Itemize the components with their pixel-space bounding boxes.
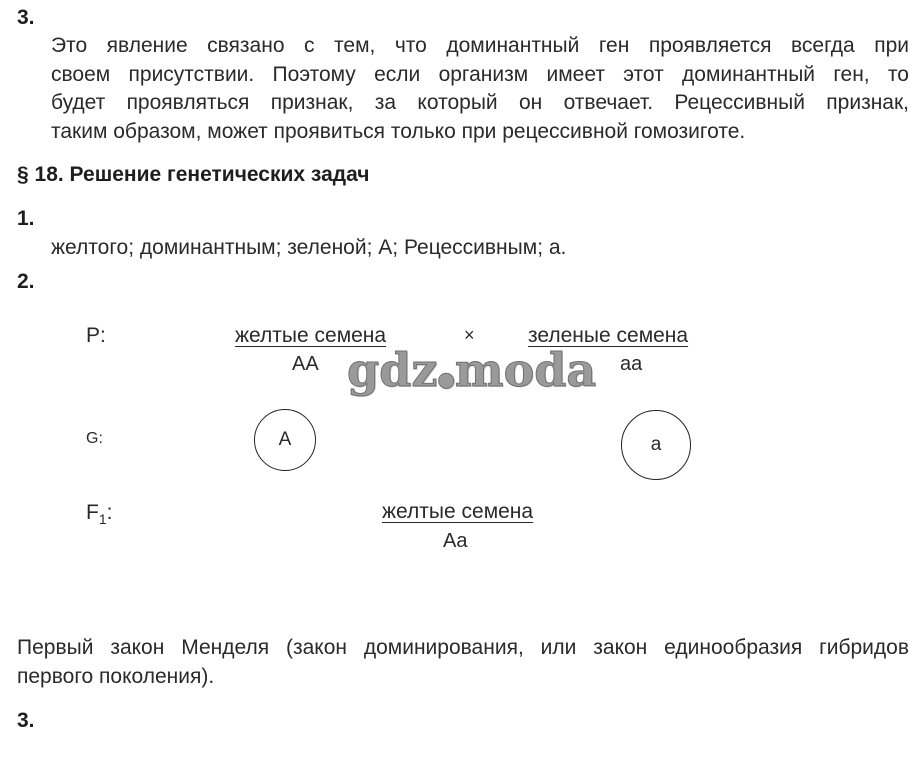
- paragraph-line: своем присутствии. Поэтому если организм имеет этот доминантный ген, то: [51, 62, 909, 86]
- f1-genotype: Aa: [443, 530, 468, 552]
- f1-label: [86, 501, 112, 527]
- f1-phenotype: желтые семена: [382, 500, 534, 523]
- paragraph-line: Это явление связано с тем, что доминантный ген проявляется всегда при: [51, 34, 909, 57]
- paragraph-line: будет проявляться признак, за который он отвечает. Рецессивный признак,: [51, 91, 909, 114]
- item-number-3-top: 3.: [17, 6, 35, 29]
- gamete-circle-2: [621, 410, 691, 480]
- item-number-3-bottom: 3.: [17, 709, 35, 732]
- f1-label-colon: :: [106, 501, 113, 524]
- parent-2-genotype: aa: [620, 353, 643, 375]
- conclusion-line: первого поколения).: [17, 664, 215, 688]
- item-number-2: 2.: [17, 270, 35, 293]
- f1-label-main: F: [86, 501, 99, 524]
- item-2-conclusion: [17, 634, 909, 691]
- f1-label-subscript: 1: [98, 511, 107, 528]
- watermark-dot: ●: [437, 367, 455, 391]
- parent-1-phenotype: желтые семена: [235, 324, 387, 347]
- cross-sign: ×: [464, 325, 475, 345]
- conclusion-line: Первый закон Менделя (закон доминирования, или закон единообразия гибридов: [17, 636, 909, 659]
- gamete-1-allele: A: [278, 429, 292, 450]
- parents-label: P:: [86, 324, 106, 347]
- item-1-answer: желтого; доминантным; зеленой; А; Рецессивным; а.: [51, 236, 567, 259]
- watermark-left: gdz: [347, 343, 438, 397]
- parent-2-phenotype: зеленые семена: [528, 324, 689, 347]
- watermark-right: moda: [454, 343, 597, 397]
- item-number-1: 1.: [17, 207, 35, 230]
- gamete-circle-1: [254, 409, 316, 471]
- gametes-label: G:: [86, 430, 103, 447]
- item-3-paragraph: [51, 32, 909, 146]
- watermark-logo: [347, 343, 596, 397]
- paragraph-line: таким образом, может проявиться только при рецессивной гомозиготе.: [51, 119, 746, 143]
- section-heading: § 18. Решение генетических задач: [17, 163, 370, 186]
- gamete-2-allele: a: [650, 434, 662, 455]
- parent-1-genotype: AA: [292, 353, 319, 375]
